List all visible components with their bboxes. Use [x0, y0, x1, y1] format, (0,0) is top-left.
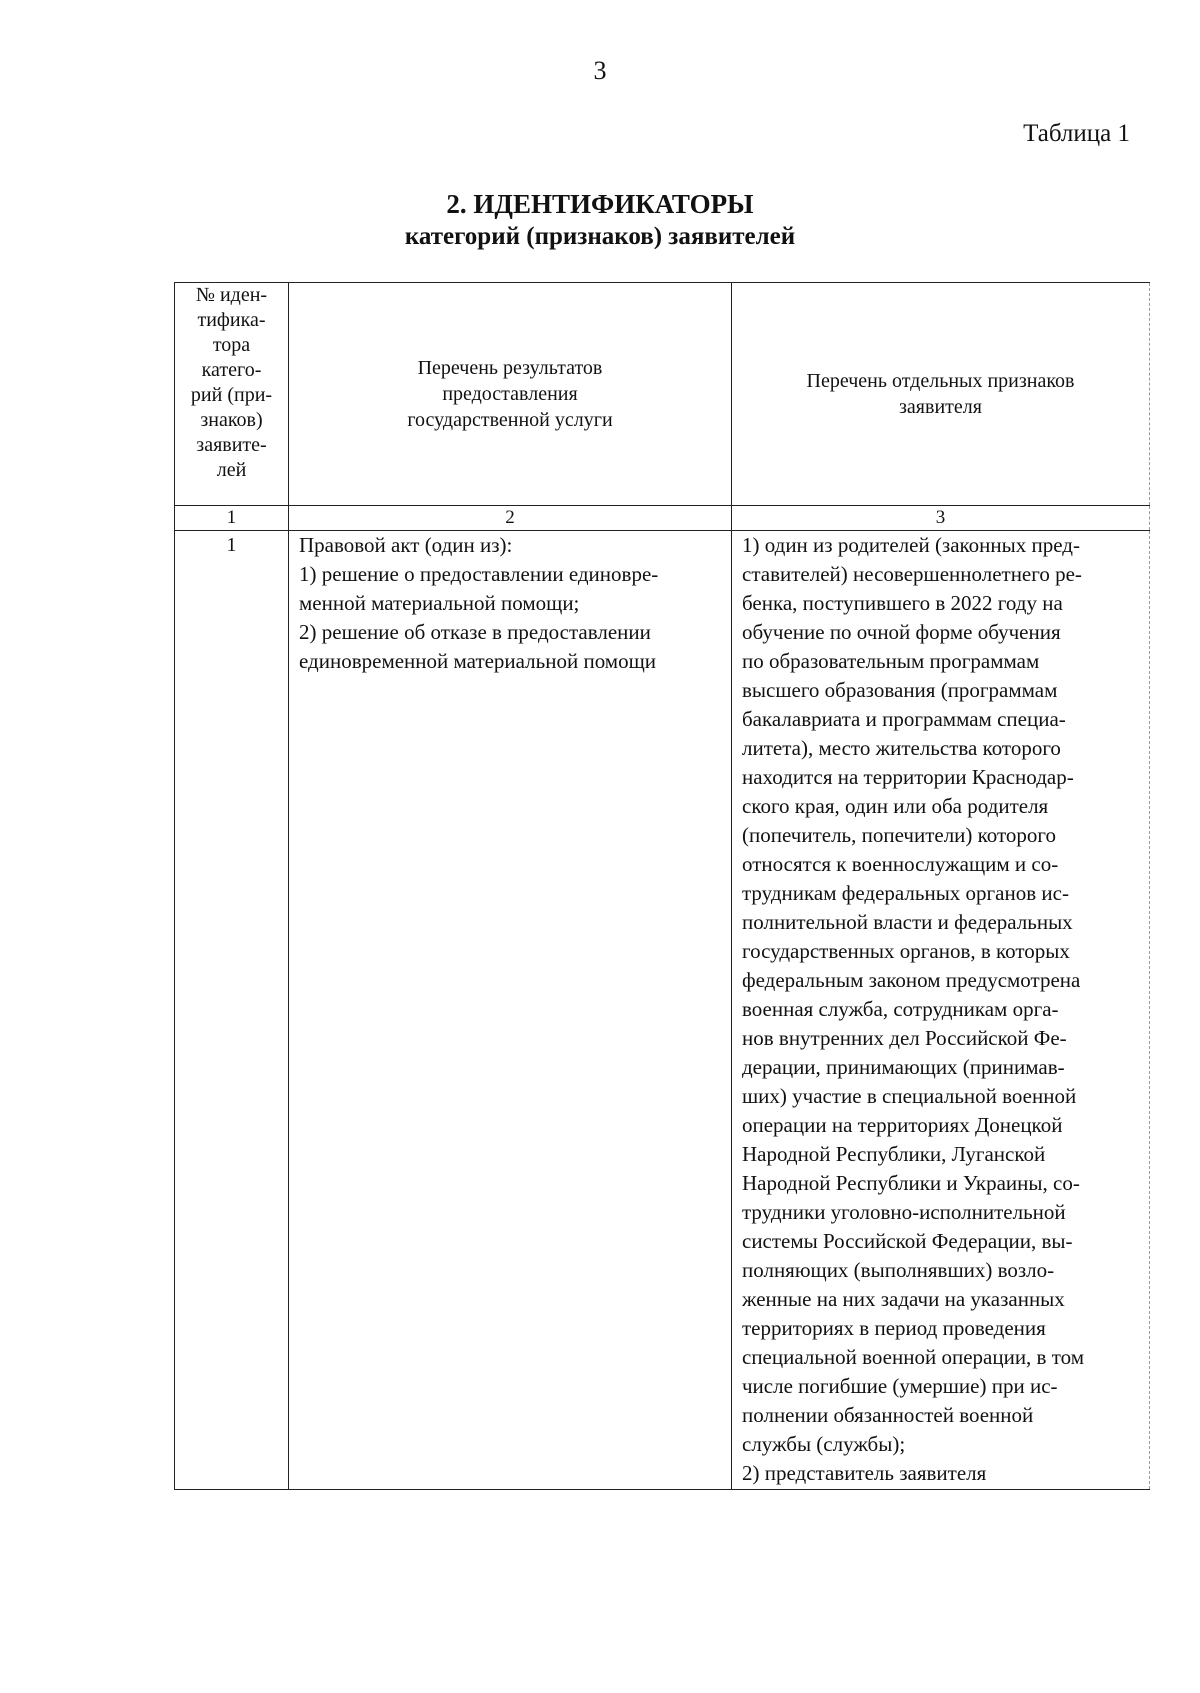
text-line: дерации, принимающих (принимав-: [742, 1055, 1065, 1079]
text-line: предоставления: [442, 383, 578, 405]
text-line: обучение по очной форме обучения: [742, 620, 1061, 644]
row-identifier: 1: [175, 531, 289, 1490]
text-line: тора: [212, 334, 251, 356]
row-results: [289, 531, 732, 1490]
header-row: [175, 283, 1150, 506]
text-line: полнительной власти и федеральных: [742, 910, 1073, 934]
text-line: катего-: [201, 359, 262, 381]
text-line: системы Российской Федерации, вы-: [742, 1229, 1073, 1253]
text-line: 2) представитель заявителя: [742, 1461, 987, 1485]
text-line: заявите-: [196, 434, 267, 456]
header-identifier-number: [175, 283, 289, 506]
text-line: по образовательным программам: [742, 649, 1040, 673]
text-line: находится на территории Краснодар-: [742, 765, 1074, 789]
text-line: литета), место жительства которого: [742, 736, 1061, 760]
document-subtitle: категорий (признаков) заявителей: [404, 223, 796, 250]
text-line: государственных органов, в которых: [742, 939, 1070, 963]
column-number: 1: [175, 506, 289, 531]
text-line: 2) решение об отказе в предоставлении: [299, 620, 651, 644]
text-line: трудникам федеральных органов ис-: [742, 881, 1069, 905]
text-line: полняющих (выполнявших) возло-: [742, 1258, 1055, 1282]
text-line: числе погибшие (умершие) при ис-: [742, 1374, 1058, 1398]
column-number: 3: [732, 506, 1150, 531]
text-line: относятся к военнослужащим и со-: [742, 852, 1059, 876]
header-criteria-list: [732, 283, 1150, 506]
header-results-list: [289, 283, 732, 506]
text-line: знаков): [200, 409, 263, 431]
text-line: службы (службы);: [742, 1432, 906, 1456]
text-line: Перечень отдельных признаков: [806, 370, 1075, 392]
text-line: высшего образования (программам: [742, 678, 1058, 702]
text-line: государственной услуги: [407, 409, 613, 431]
table-row: [175, 531, 1150, 1490]
column-number-row: [175, 506, 1150, 531]
text-line: специальной военной операции, в том: [742, 1345, 1085, 1369]
table-label: Таблица 1: [1023, 120, 1130, 147]
row-criteria: [732, 531, 1150, 1490]
text-line: трудники уголовно-исполнительной: [742, 1200, 1066, 1224]
text-line: полнении обязанностей военной: [742, 1403, 1034, 1427]
text-line: федеральным законом предусмотрена: [742, 968, 1081, 992]
text-line: рий (при-: [190, 384, 273, 406]
text-line: менной материальной помощи;: [299, 591, 580, 615]
text-line: бакалавриата и программам специа-: [742, 707, 1066, 731]
text-line: заявителя: [899, 396, 982, 418]
text-line: тифика-: [197, 309, 266, 331]
text-line: 1) один из родителей (законных пред-: [742, 533, 1080, 557]
text-line: военная служба, сотрудникам орга-: [742, 997, 1059, 1021]
page-number: 3: [593, 56, 607, 85]
text-line: нов внутренних дел Российской Фе-: [742, 1026, 1067, 1050]
text-line: № иден-: [195, 284, 268, 306]
text-line: 1) решение о предоставлении единовре-: [299, 562, 659, 586]
text-line: ших) участие в специальной военной: [742, 1084, 1077, 1108]
text-line: ского края, один или оба родителя: [742, 794, 1049, 818]
text-line: операции на территориях Донецкой: [742, 1113, 1063, 1137]
identifiers-table: [174, 282, 1150, 1490]
document-title: 2. ИДЕНТИФИКАТОРЫ: [446, 189, 754, 219]
text-line: (попечитель, попечители) которого: [742, 823, 1057, 847]
text-line: Перечень результатов: [417, 357, 603, 379]
text-line: территориях в период проведения: [742, 1316, 1046, 1340]
text-line: бенка, поступившего в 2022 году на: [742, 591, 1063, 615]
column-number: 2: [289, 506, 732, 531]
text-line: Правовой акт (один из):: [299, 533, 513, 557]
text-line: лей: [216, 459, 247, 481]
text-line: Народной Республики, Луганской: [742, 1142, 1046, 1166]
text-line: ставителей) несовершеннолетнего ре-: [742, 562, 1082, 586]
text-line: единовременной материальной помощи: [299, 649, 656, 673]
text-line: Народной Республики и Украины, со-: [742, 1171, 1080, 1195]
text-line: женные на них задачи на указанных: [742, 1287, 1065, 1311]
